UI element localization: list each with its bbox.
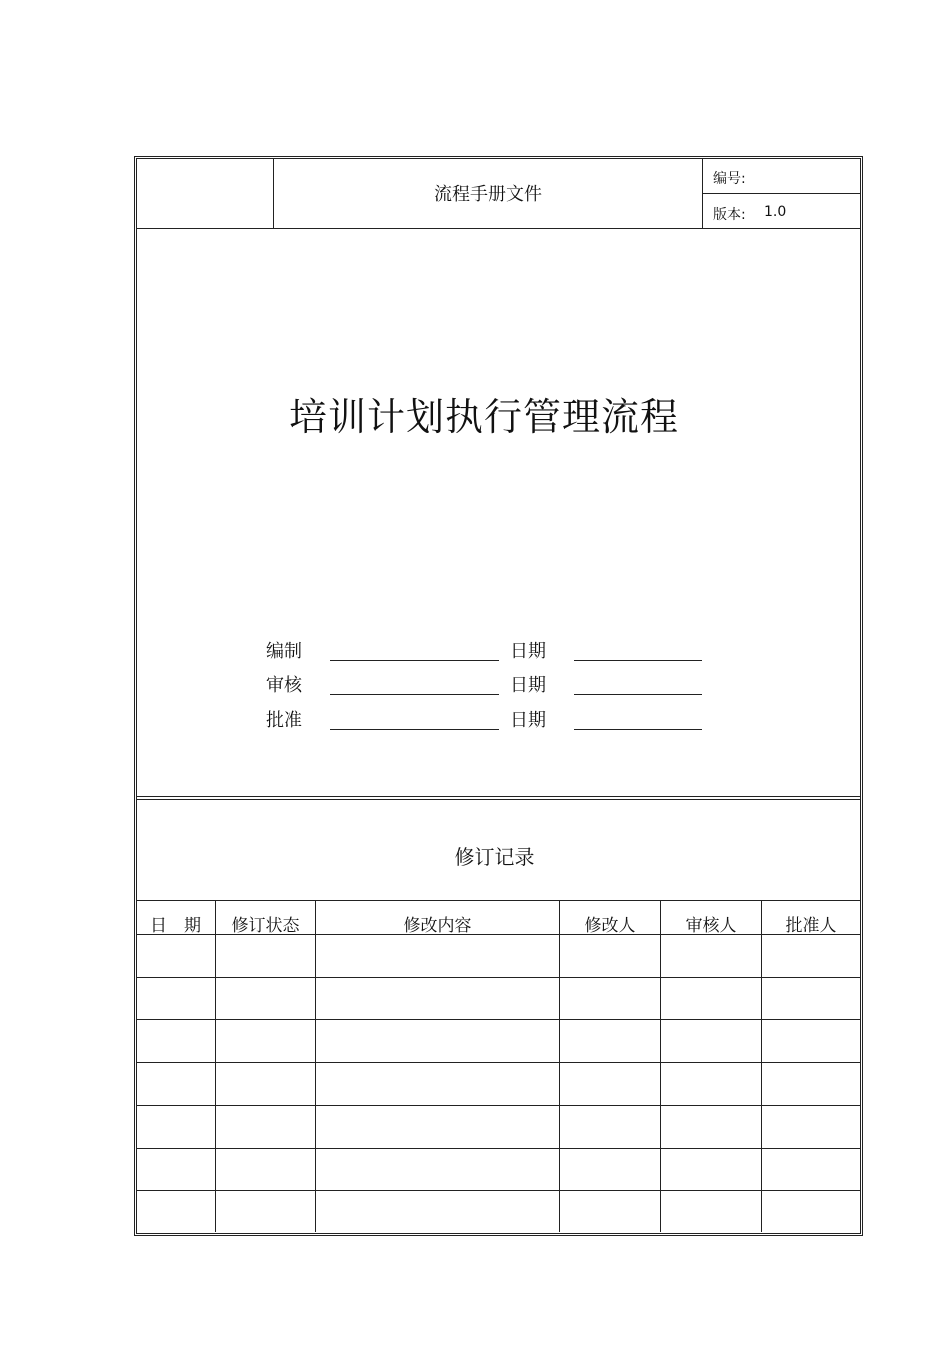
signature-role-approve: 批准 <box>266 710 302 731</box>
row-line-5 <box>136 1148 860 1149</box>
signature-role-review: 审核 <box>266 675 302 696</box>
row-line-4 <box>136 1105 860 1106</box>
signature-date-line-approve <box>574 729 702 730</box>
table-header-modifier: 修改人 <box>584 916 636 936</box>
signature-line-compile <box>330 660 499 661</box>
signature-date-label-approve: 日期 <box>510 710 546 731</box>
signature-date-line-compile <box>574 660 702 661</box>
signature-date-label-compile: 日期 <box>510 641 546 662</box>
col-divider-4 <box>660 900 661 1232</box>
signature-date-label-review: 日期 <box>510 675 546 696</box>
page-title: 培训计划执行管理流程 <box>288 395 679 439</box>
code-label: 编号: <box>713 171 746 187</box>
row-line-6 <box>136 1190 860 1191</box>
revision-title: 修订记录 <box>454 845 535 869</box>
doc-type-label: 流程手册文件 <box>434 184 542 205</box>
signature-line-review <box>330 694 499 695</box>
col-divider-3 <box>559 900 560 1232</box>
revision-separator-bottom <box>136 799 860 800</box>
header-bottom-line <box>136 228 860 229</box>
revision-table-top <box>136 900 860 901</box>
table-header-content: 修改内容 <box>403 916 472 936</box>
revision-separator-top <box>136 796 860 797</box>
row-line-3 <box>136 1062 860 1063</box>
col-divider-2 <box>315 900 316 1232</box>
table-header-status: 修订状态 <box>231 916 300 936</box>
row-line-1 <box>136 977 860 978</box>
header-right-split <box>702 193 860 194</box>
signature-date-line-review <box>574 694 702 695</box>
signature-line-approve <box>330 729 499 730</box>
row-line-2 <box>136 1019 860 1020</box>
col-divider-1 <box>215 900 216 1232</box>
version-label: 版本: <box>713 207 746 223</box>
signature-role-compile: 编制 <box>266 641 302 662</box>
table-header-approver: 批准人 <box>785 916 837 936</box>
col-divider-5 <box>761 900 762 1232</box>
version-value: 1.0 <box>764 204 787 220</box>
table-header-date: 日 期 <box>150 916 201 936</box>
inner-border <box>136 158 861 1234</box>
table-header-reviewer: 审核人 <box>685 916 737 936</box>
